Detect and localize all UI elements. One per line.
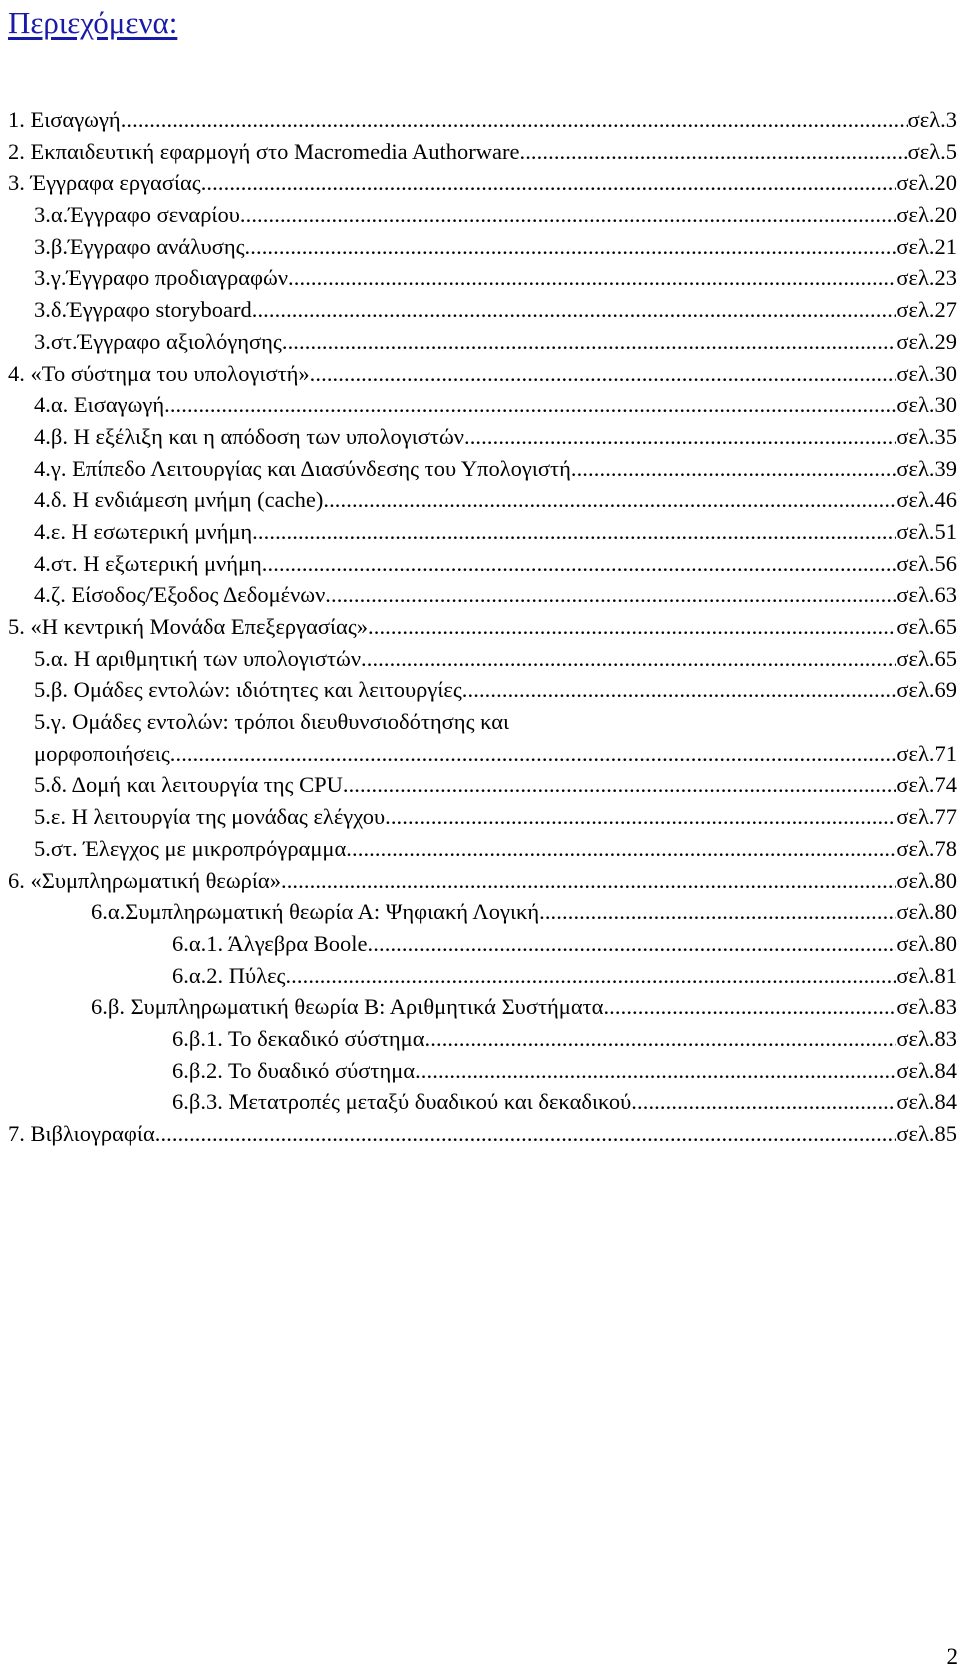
- dot-leader: [164, 389, 896, 421]
- dot-leader: [425, 1023, 897, 1055]
- dot-leader: [245, 231, 897, 263]
- toc-entry-page: σελ.80: [896, 899, 957, 925]
- toc-entry: [8, 611, 957, 643]
- toc-heading: Περιεχόμενα:: [8, 5, 178, 40]
- toc-entry-title: 3.δ.Έγγραφο storyboard: [34, 297, 252, 323]
- toc-entry: [8, 231, 957, 263]
- toc-entry: [8, 104, 957, 136]
- toc-entry: [8, 706, 957, 738]
- table-of-contents: [8, 104, 957, 1150]
- toc-entry-page: σελ.29: [896, 328, 957, 354]
- toc-entry: [8, 136, 957, 168]
- dot-leader: [385, 801, 896, 833]
- dot-leader: [571, 453, 897, 485]
- dot-leader: [343, 769, 897, 801]
- toc-entry-title: 4.ε. Η εσωτερική μνήμη: [34, 518, 253, 544]
- toc-entry-page: σελ.30: [896, 392, 957, 418]
- dot-leader: [121, 104, 908, 136]
- toc-entry: [8, 389, 957, 421]
- toc-entry: [8, 484, 957, 516]
- dot-leader: [346, 833, 896, 865]
- toc-entry-page: σελ.83: [896, 1025, 957, 1051]
- dot-leader: [288, 262, 896, 294]
- toc-entry-page: σελ.80: [896, 930, 957, 956]
- toc-entry-title: 3.γ.Έγγραφο προδιαγραφών: [34, 265, 289, 291]
- toc-entry-title: 6.β.1. Το δεκαδικό σύστημα: [172, 1025, 425, 1051]
- dot-leader: [361, 643, 896, 675]
- toc-entry-page: σελ.23: [896, 265, 957, 291]
- toc-entry-page: σελ.63: [896, 582, 957, 608]
- toc-entry-page: σελ.81: [896, 962, 957, 988]
- toc-entry-page: σελ.27: [896, 297, 957, 323]
- toc-entry: [8, 801, 957, 833]
- toc-entry-page: σελ.74: [896, 772, 957, 798]
- toc-entry-page: σελ.30: [896, 360, 957, 386]
- toc-entry: [8, 1055, 957, 1087]
- toc-entry-page: σελ.5: [907, 138, 957, 164]
- dot-leader: [281, 865, 896, 897]
- toc-entry-page: σελ.71: [896, 740, 957, 766]
- toc-entry-title: 5.α. Η αριθμητική των υπολογιστών: [34, 645, 361, 671]
- toc-entry-title: 4.γ. Επίπεδο Λειτουργίας και Διασύνδεσης του Υπολογιστή: [34, 455, 571, 481]
- dot-leader: [285, 960, 896, 992]
- toc-entry-title: 3. Έγγραφα εργασίας: [8, 170, 201, 196]
- toc-entry: [8, 548, 957, 580]
- dot-leader: [262, 548, 897, 580]
- toc-entry-title: 1. Εισαγωγή: [8, 107, 121, 132]
- toc-entry-title: μορφοποιήσεις: [34, 740, 170, 766]
- toc-entry: [8, 833, 957, 865]
- dot-leader: [415, 1055, 896, 1087]
- toc-entry: [8, 516, 957, 548]
- toc-entry-title: 6.β. Συμπληρωματική θεωρία Β: Αριθμητικά Συστήματα: [91, 994, 604, 1020]
- toc-entry-page: σελ.39: [896, 455, 957, 481]
- dot-leader: [368, 928, 897, 960]
- toc-entry-page: σελ.65: [896, 645, 957, 671]
- toc-entry-page: σελ.35: [896, 423, 957, 449]
- toc-entry-title: 5. «Η κεντρική Μονάδα Επεξεργασίας»: [8, 614, 368, 639]
- toc-entry-page: σελ.85: [896, 1121, 957, 1146]
- toc-entry-title: 6.α.2. Πύλες: [172, 962, 286, 988]
- toc-entry: [8, 1023, 957, 1055]
- toc-entry-title: 5.γ. Ομάδες εντολών: τρόποι διευθυνσιοδότησης και: [34, 709, 510, 735]
- toc-entry-page: σελ.77: [896, 804, 957, 830]
- toc-entry-title: 6.β.3. Μετατροπές μεταξύ δυαδικού και δεκαδικού: [172, 1089, 632, 1115]
- toc-entry: [8, 421, 957, 453]
- toc-entry-title: 6.β.2. Το δυαδικό σύστημα: [172, 1057, 416, 1083]
- toc-entry: [8, 167, 957, 199]
- toc-entry-page: σελ.65: [896, 614, 957, 639]
- toc-entry: [8, 1086, 957, 1118]
- toc-entry-title: 3.β.Έγγραφο ανάλυσης: [34, 233, 245, 259]
- toc-entry: [8, 643, 957, 675]
- toc-entry-title: 5.στ. Έλεγχος με μικροπρόγραμμα: [34, 835, 347, 861]
- dot-leader: [252, 294, 897, 326]
- toc-entry: [8, 199, 957, 231]
- toc-entry-title: 4.στ. Η εξωτερική μνήμη: [34, 550, 262, 576]
- toc-entry-title: 4.ζ. Είσοδος/Έξοδος Δεδομένων: [34, 582, 326, 608]
- toc-entry: [8, 453, 957, 485]
- toc-entry: [8, 896, 957, 928]
- toc-entry: [8, 326, 957, 358]
- toc-entry-title: 6.α.1. Άλγεβρα Boole: [172, 930, 368, 956]
- toc-entry-page: σελ.21: [896, 233, 957, 259]
- toc-entry-title: 5.δ. Δομή και λειτουργία της CPU: [34, 772, 343, 798]
- dot-leader: [603, 991, 896, 1023]
- dot-leader: [170, 738, 897, 770]
- toc-entry-title: 4.β. Η εξέλιξη και η απόδοση των υπολογιστών: [34, 423, 464, 449]
- toc-entry-page: σελ.69: [896, 677, 957, 703]
- toc-entry-title: 2. Εκπαιδευτική εφαρμογή στο Macromedia Authorware: [8, 138, 520, 164]
- toc-entry: [8, 1118, 957, 1150]
- dot-leader: [325, 579, 896, 611]
- toc-entry-page: σελ.46: [896, 487, 957, 513]
- dot-leader: [240, 199, 897, 231]
- dot-leader: [201, 167, 897, 199]
- toc-entry-title: 4.δ. Η ενδιάμεση μνήμη (cache): [34, 487, 324, 513]
- dot-leader: [155, 1118, 897, 1150]
- toc-entry-title: 7. Βιβλιογραφία: [8, 1121, 155, 1146]
- toc-entry-title: 3.α.Έγγραφο σεναρίου: [34, 202, 240, 228]
- page-number: 2: [946, 1644, 958, 1669]
- toc-entry-title: 5.β. Ομάδες εντολών: ιδιότητες και λειτουργίες: [34, 677, 462, 703]
- dot-leader: [368, 611, 896, 643]
- toc-entry-page: σελ.56: [896, 550, 957, 576]
- dot-leader: [631, 1086, 896, 1118]
- toc-entry: [8, 960, 957, 992]
- toc-entry-page: σελ.83: [896, 994, 957, 1020]
- dot-leader: [519, 136, 907, 168]
- dot-leader: [464, 421, 896, 453]
- toc-entry: [8, 769, 957, 801]
- toc-entry-title: 5.ε. Η λειτουργία της μονάδας ελέγχου: [34, 804, 386, 830]
- toc-entry-page: σελ.3: [907, 107, 957, 132]
- dot-leader: [252, 516, 896, 548]
- toc-entry-title: 3.στ.Έγγραφο αξιολόγησης: [34, 328, 282, 354]
- toc-entry-title: 6.α.Συμπληρωματική θεωρία Α: Ψηφιακή Λογική: [91, 899, 540, 925]
- dot-leader: [323, 484, 896, 516]
- dot-leader: [282, 326, 897, 358]
- toc-entry: [8, 358, 957, 390]
- toc-entry: [8, 294, 957, 326]
- toc-entry-title: 4.α. Εισαγωγή: [34, 392, 165, 418]
- toc-entry-page: σελ.20: [896, 202, 957, 228]
- toc-entry: [8, 738, 957, 770]
- dot-leader: [462, 674, 897, 706]
- toc-entry-page: σελ.80: [896, 867, 957, 893]
- toc-entry-title: 4. «Το σύστημα του υπολογιστή»: [8, 360, 310, 386]
- toc-entry: [8, 865, 957, 897]
- toc-entry-title: 6. «Συμπληρωματική θεωρία»: [8, 867, 281, 893]
- toc-entry-page: σελ.84: [896, 1057, 957, 1083]
- toc-entry-page: σελ.78: [896, 835, 957, 861]
- toc-entry-page: σελ.84: [896, 1089, 957, 1115]
- toc-entry: [8, 674, 957, 706]
- toc-entry: [8, 928, 957, 960]
- toc-entry-page: σελ.20: [896, 170, 957, 196]
- toc-entry: [8, 262, 957, 294]
- dot-leader: [310, 358, 897, 390]
- toc-entry: [8, 579, 957, 611]
- dot-leader: [539, 896, 896, 928]
- toc-entry-page: σελ.51: [896, 518, 957, 544]
- toc-entry: [8, 991, 957, 1023]
